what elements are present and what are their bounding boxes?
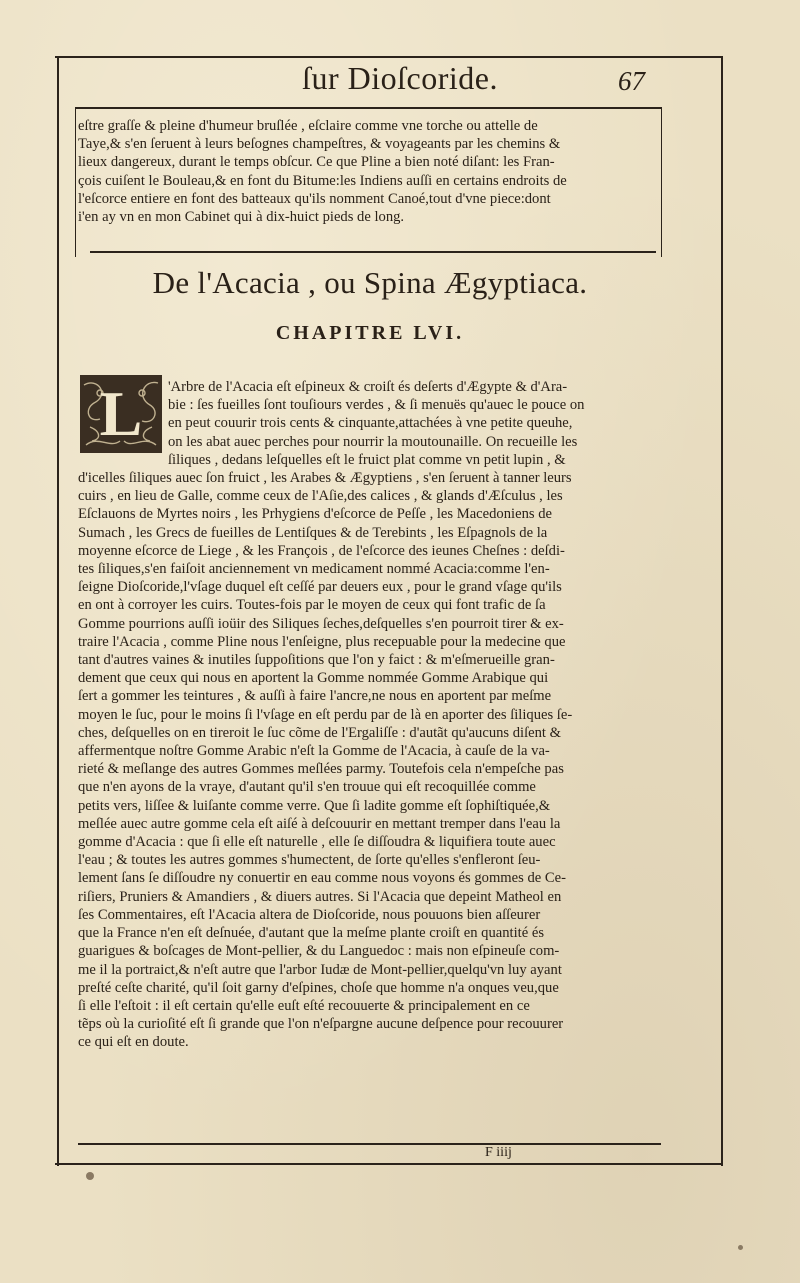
signature-mark: F iiij (485, 1145, 512, 1160)
continuation-text (78, 117, 656, 226)
text-line: eſtre graſſe & pleine d'humeur bruſlée , eſclaire comme vne torche ou attelle de (78, 118, 538, 134)
text-line: tes ſiliques,s'en faiſoit anciennement vn medicament nommé Acacia:comme l'en- (78, 561, 550, 578)
text-line: affermentque noſtre Gomme Arabic n'eſt la Gomme de l'Acacia, à cauſe de la va- (78, 743, 550, 760)
text-line: ches, deſquelles on en tireroit le ſuc cõme de l'Ergaliſſe : d'autãt qu'aucuns diſent & (78, 724, 561, 741)
top-rule (55, 56, 723, 58)
text-line: en ont à corroyer les cuirs. Toutes-fois par le moyen de ceux qui font trafic de ſa (78, 597, 546, 614)
chapter-body-text (78, 378, 656, 1052)
text-line: que la France n'en eſt deſnuée, d'autant que la meſme plante croiſt en quantité és (78, 925, 544, 942)
text-line: cuirs , en lieu de Galle, comme ceux de l'Aſie,des calices , & glands d'Æſculus , les (78, 488, 563, 505)
text-frame-left (75, 107, 76, 257)
text-line: l'eſcorce entiere en font des batteaux qu'ils nomment Canoé,tout d'vne piece:dont (78, 190, 551, 207)
text-line: guarigues & boſcages de Mont-pellier, & du Languedoc : mais non eſpineuſe com- (78, 943, 560, 960)
text-line: Taye,& s'en ſeruent à leurs beſognes champeſtres, & voyageants par les chemins & (78, 136, 561, 153)
text-line: traire l'Acacia , comme Pline nous l'enſeigne, plus recepuable pour la medecine que (78, 633, 566, 650)
text-line: ſi elle l'eſtoit : il eſt certain qu'elle euſt eſté recouuerte & principalement en ce (78, 997, 530, 1014)
text-line: lieux dangereux, durant le temps obſcur. Ce que Pline a bien noté diſant: les Fran- (78, 154, 555, 171)
chapter-number: CHAPITRE LVI. (275, 322, 465, 344)
text-line: ſiliques , dedans leſquelles eſt le fruict plat comme vn petit lupin , & (168, 451, 566, 468)
initial-letter: L (99, 378, 143, 449)
chapter-rule (90, 251, 656, 253)
text-line: ſeigne Dioſcoride,l'vſage duquel eſt ceſſé par deuers eux , pour le grand vſage qu'ils (78, 579, 562, 596)
text-line: 'Arbre de l'Acacia eſt eſpineux & croiſt és deſerts d'Ægypte & d'Ara- (168, 379, 568, 395)
text-line: bie : ſes fueilles ſont touſiours verdes , & ſi menuës qu'auec le pouce on (168, 397, 585, 414)
bottom-rule-outer (55, 1163, 723, 1165)
chapter-title: De l'Acacia , ou Spina Ægyptiaca. (152, 265, 588, 300)
text-line: tant d'autres vaines & inutiles ſuppoſitions que l'on y faict : & m'eſmerueille gran- (78, 652, 555, 669)
ink-spot (86, 1172, 94, 1180)
text-line: rieté & meſlange des autres Gommes meſlées parmy. Toutefois cela n'empeſche pas (78, 761, 564, 778)
text-line: d'icelles ſiliques auec ſon fruict , les Arabes & Ægyptiens , s'en ſeruent à tanner leurs (78, 470, 572, 487)
text-line: tẽps où la curioſité eſt ſi grande que l'on n'eſpargne aucune deſpence pour recouurer (78, 1016, 564, 1033)
header-rule (75, 107, 661, 109)
text-line: gomme d'Acacia : que ſi elle eſt naturelle , elle ſe diſſoudra & liquifiera toute auec (78, 834, 556, 851)
text-frame-right (661, 107, 662, 257)
ink-spot (738, 1245, 743, 1250)
text-line: Eſclauons de Myrtes noirs , les Prhygiens d'eſcorce de Peſſe , les Macedoniens de (78, 506, 552, 523)
text-line: dement que ceux qui nous en aportent la Gomme nommée Gomme Arabique qui (78, 670, 549, 687)
text-line: çois cuiſent le Bouleau,& en font du Bitume:les Indiens auſſi en certains endroits de (78, 172, 567, 189)
text-line: preſté ceſte charité, qu'il ſoit garny d'eſpines, choſe que homme n'a onques veu,que (78, 979, 559, 996)
text-line: on les abat auec perches pour nourrir la moutounaille. On recueille les (168, 433, 578, 450)
text-line: l'eau ; & toutes les autres gommes s'humectent, de ſorte qu'elles s'enfleront ſeu- (78, 852, 541, 869)
text-line: i'en ay vn en mon Cabinet qui à dix-huict pieds de long. (78, 209, 405, 226)
text-line: ce qui eſt en doute. (78, 1034, 189, 1051)
text-line: Sumach , les Grecs de fueilles de Lentiſques & de Terebints , les Eſpagnols de la (78, 524, 548, 541)
text-line: moyenne eſcorce de Liege , & les François , de l'eſcorce des ieunes Cheſnes : deſdi- (78, 542, 565, 559)
text-line: que n'en ayons de la vraye, d'autant qu'il s'en trouue qui eſt recoquillée comme (78, 779, 536, 796)
text-line: moyen le ſuc, pour le moins ſi l'vſage en eſt perdu par de là en aporter des ſiliques ſe- (78, 706, 573, 723)
text-line: me il la portraict,& n'eſt autre que l'arbor Iudæ de Mont-pellier,quelqu'vn luy ayant (78, 961, 562, 978)
text-line: ſert a gommer les teintures , & auſſi à faire l'ancre,ne nous en aportent par meſme (78, 688, 552, 705)
text-line: petits vers, liſſee & luiſante comme verre. Que ſi ladite gomme eſt ſophiſtiquée,& (78, 797, 551, 814)
bottom-rule-inner (78, 1143, 661, 1145)
text-line: en peut couurir trois cents & cinquante,attachées à vne petite queuhe, (168, 415, 573, 432)
text-line: meſlée auec autre gomme cela eſt aiſé à deſcouurir en mettant tremper dans l'eau la (78, 815, 561, 832)
page-number: 67 (618, 66, 645, 96)
text-line: ſes Commentaires, eſt l'Acacia altera de Dioſcoride, nous pouuons bien aſſeurer (78, 906, 541, 923)
left-margin-rule (57, 56, 59, 1166)
right-margin-rule (721, 56, 723, 1166)
text-line: Gomme pourrions auſſi ioüir des Siliques ſeches,deſquelles s'en pourroit tirer & ex- (78, 615, 564, 632)
text-line: riſiers, Pruniers & Amandiers , & diuers autres. Si l'Acacia que depeint Matheol en (78, 888, 562, 905)
text-line: lement ſans ſe diſſoudre ny conuertir en eau comme nous voyons és gommes de Ce- (78, 870, 566, 887)
running-title: ſur Dioſcoride. (302, 60, 498, 96)
